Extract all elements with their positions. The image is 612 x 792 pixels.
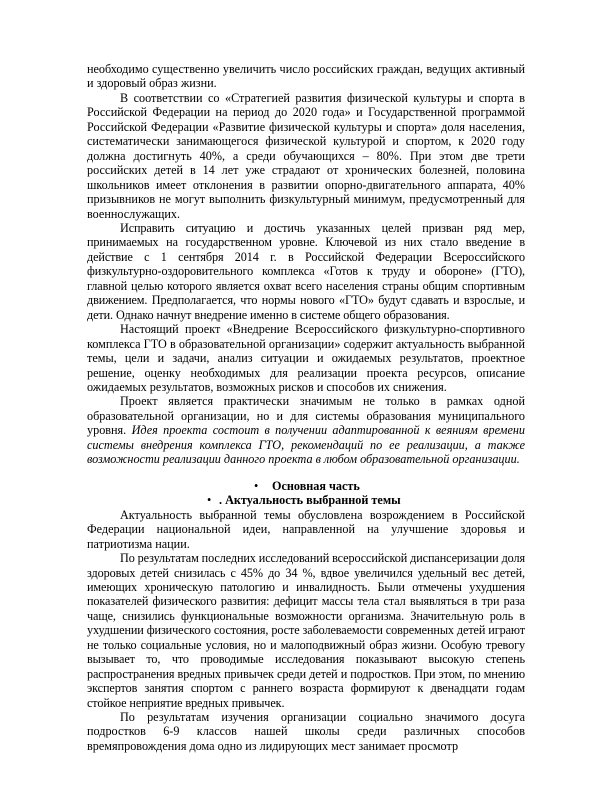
paragraph-relevance: Актуальность выбранной темы обусловлена возрождением в Российской Федерации национальной идеи, направленной на улучшение здоровья и патриотизма нации. [87,507,525,551]
paragraph-gto-introduction: Исправить ситуацию и достичь указанных целей призван ряд мер, принимаемых на государственном уровне. Ключевой из них стало введение в действие с 1 сентября 2014 г. в Российской Федерации Всероссийского физкультурно-оздоровительного комплекса «Готов к труду и обороне» (ГТО), главной целью которого является охват всего населения страны общим спортивным движением. Предполагается, что нормы нового «ГТО» будут сдавать и взрослые, и дети. Однако начнут внедрение именно в системе общего образования. [87,220,525,322]
project-significance-text: Проект является практически значимым не только в рамках одной образовательной организации, но и для системы образования муниципального уровня. [87,394,525,438]
document-page [87,62,525,753]
paragraph-leisure-study: По результатам изучения организации социально значимого досуга подростков 6-9 классов нашей школы среди различных способов времяпровождения дома одно из лидирующих мест занимает просмотр [87,710,525,753]
heading-relevance-label: . Актуальность выбранной темы [219,493,401,508]
paragraph-intro-continued: необходимо существенно увеличить число российских граждан, ведущих активный и здоровый образ жизни. [87,62,525,91]
bullet-icon: • [207,493,212,508]
heading-relevance [87,493,525,508]
paragraph-research-results: По результатам последних исследований всероссийской диспансеризации доля здоровых детей снизилась с 45% до 34 %, вдвое увеличился удельный вес детей, имеющих хроническую патологию и инвалидность. Были отмечены ухудшения показателей физического развития: дефицит массы тела стал выявляться в три раза чаще, снизились функциональные возможности организма. Значительную роль в ухудшении физического состояния, росте заболеваемости современных детей играют не только социальные условия, но и малоподвижный образ жизни. Особую тревогу вызывает то, что проводимые исследования показывают высокую степень распространения вредных привычек среди детей и подростков. При этом, по мнению экспертов занятия спортом с раннего возраста формируют к двенадцати годам стойкое неприятие вредных привычек. [87,551,525,710]
section-headings [87,479,525,508]
heading-main-part-label: Основная часть [272,478,360,493]
paragraph-project-contents: Настоящий проект «Внедрение Всероссийского физкультурно-спортивного комплекса ГТО в образовательной организации» содержит актуальность выбранной темы, цели и задачи, анализ ситуации и ожидаемых результатов, проектное решение, оценку необходимых для реализации проекта ресурсов, описание ожидаемых результатов, возможных рисков и способов их снижения. [87,322,525,394]
heading-main-part [87,479,525,494]
paragraph-strategy: В соответствии со «Стратегией развития физической культуры и спорта в Российской Федерации на период до 2020 года» и Государственной программой Российской Федерации «Развитие физической культуры и спорта» доля населения, систематически занимающегося физической культурой и спортом, к 2020 году должна достигнуть 40%, а среди обучающихся – 80%. При этом две трети российских детей в 14 лет уже страдают от хронических болезней, половина школьников имеет отклонения в развитии опорно-двигательного аппарата, 40% призывников не могут выполнить физкультурный минимум, предусмотренный для военнослужащих. [87,90,525,221]
bullet-icon: • [254,478,259,493]
paragraph-project-significance [87,394,525,466]
project-idea-italic: Идея проекта состоит в получении адаптированной к веяниям времени системы внедрения комплекса ГТО, рекомендаций по ее реализации, а также возможности реализации данного проекта в любом образовательной организации. [87,423,526,467]
